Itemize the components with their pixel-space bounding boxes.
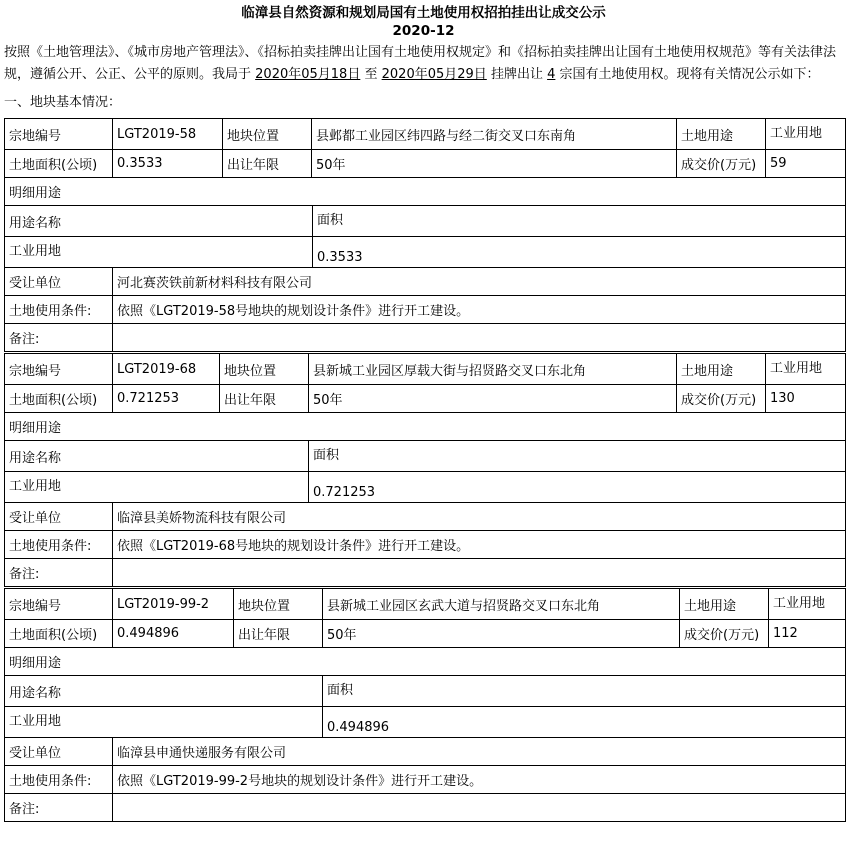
- term-label: 出让年限: [223, 150, 312, 178]
- conditions-label: 土地使用条件:: [5, 766, 113, 794]
- parcel-no-label: 宗地编号: [5, 119, 113, 150]
- table-row: [5, 268, 846, 296]
- table-row: [5, 472, 846, 503]
- intro-text-1: 按照《土地管理法》、《城市房地产管理法》、《招标拍卖挂牌出让国有土地使用权规定》和《招标拍卖挂牌出让国有土地使用权规范》等有关法律法规，遵循公开、公正、公平的原则。我局于: [4, 45, 837, 82]
- table-row: [5, 559, 846, 587]
- table-row: [5, 354, 846, 385]
- remarks-value: [113, 324, 846, 352]
- price-label: 成交价(万元): [677, 385, 766, 413]
- detail-use-name: 工业用地: [5, 707, 323, 738]
- remarks-value: [113, 559, 846, 587]
- start-date: 2020年05月18日: [255, 67, 361, 82]
- parcel-block-3: [4, 588, 845, 822]
- detail-area: 0.494896: [323, 707, 846, 738]
- area-value: 0.721253: [113, 385, 220, 413]
- parcel-header-table: [4, 353, 846, 413]
- page-subtitle: 2020-12: [392, 23, 455, 39]
- location-value: 县新城工业园区玄武大道与招贤路交叉口东北角: [323, 589, 680, 620]
- remarks-label: 备注:: [5, 324, 113, 352]
- remarks-value: [113, 794, 846, 822]
- use-value: 工业用地: [769, 589, 846, 620]
- table-row: [5, 178, 846, 206]
- table-row: [5, 620, 846, 648]
- buyer-label: 受让单位: [5, 738, 113, 766]
- remarks-label: 备注:: [5, 794, 113, 822]
- table-row: [5, 296, 846, 324]
- price-value: 112: [769, 620, 846, 648]
- table-row: [5, 385, 846, 413]
- price-label: 成交价(万元): [680, 620, 769, 648]
- area-value: 0.494896: [113, 620, 234, 648]
- location-label: 地块位置: [223, 119, 312, 150]
- table-row: [5, 766, 846, 794]
- area-short-label: 面积: [309, 441, 846, 472]
- area-label: 土地面积(公顷): [5, 150, 113, 178]
- area-value: 0.3533: [113, 150, 223, 178]
- table-row: [5, 503, 846, 531]
- term-value: 50年: [309, 385, 677, 413]
- table-row: [5, 150, 846, 178]
- term-value: 50年: [323, 620, 680, 648]
- use-value: 工业用地: [766, 119, 846, 150]
- location-value: 县新城工业园区厚载大街与招贤路交叉口东北角: [309, 354, 677, 385]
- detail-use-label: 明细用途: [5, 413, 846, 441]
- price-value: 130: [766, 385, 846, 413]
- intro-text-3: 宗国有土地使用权。现将有关情况公示如下：: [559, 67, 820, 82]
- parcel-header-table: [4, 118, 846, 178]
- detail-use-name: 工业用地: [5, 237, 313, 268]
- term-label: 出让年限: [234, 620, 323, 648]
- intro-to: 至: [364, 67, 378, 82]
- location-label: 地块位置: [220, 354, 309, 385]
- detail-area: 0.3533: [313, 237, 846, 268]
- parcel-no-value: LGT2019-99-2: [113, 589, 234, 620]
- buyer-label: 受让单位: [5, 503, 113, 531]
- parcel-footer-table: [4, 737, 846, 822]
- location-value: 县邺都工业园区纬四路与经二街交叉口东南角: [312, 119, 677, 150]
- page-title: 临漳县自然资源和规划局国有土地使用权招拍挂出让成交公示: [241, 5, 606, 21]
- area-short-label: 面积: [323, 676, 846, 707]
- remarks-label: 备注:: [5, 559, 113, 587]
- parcel-count: 4: [547, 67, 556, 82]
- detail-use-name: 工业用地: [5, 472, 309, 503]
- parcel-block-1: [4, 118, 845, 352]
- parcel-no-label: 宗地编号: [5, 589, 113, 620]
- section-heading: 一、地块基本情况：: [4, 95, 122, 110]
- table-row: [5, 413, 846, 441]
- area-label: 土地面积(公顷): [5, 620, 113, 648]
- parcel-header-table: [4, 588, 846, 648]
- parcel-no-value: LGT2019-58: [113, 119, 223, 150]
- use-name-label: 用途名称: [5, 441, 309, 472]
- table-row: [5, 676, 846, 707]
- use-value: 工业用地: [766, 354, 846, 385]
- parcel-detail-table: [4, 647, 846, 738]
- use-label: 土地用途: [680, 589, 769, 620]
- table-row: [5, 648, 846, 676]
- parcel-footer-table: [4, 267, 846, 352]
- table-row: [5, 794, 846, 822]
- conditions-label: 土地使用条件:: [5, 296, 113, 324]
- parcel-footer-table: [4, 502, 846, 587]
- table-row: [5, 707, 846, 738]
- parcel-block-2: [4, 353, 845, 587]
- term-label: 出让年限: [220, 385, 309, 413]
- table-row: [5, 324, 846, 352]
- conditions-value: 依照《LGT2019-99-2号地块的规划设计条件》进行开工建设。: [113, 766, 846, 794]
- use-name-label: 用途名称: [5, 206, 313, 237]
- detail-area: 0.721253: [309, 472, 846, 503]
- table-row: [5, 441, 846, 472]
- detail-use-label: 明细用途: [5, 178, 846, 206]
- use-label: 土地用途: [677, 354, 766, 385]
- buyer-value: 临漳县美娇物流科技有限公司: [113, 503, 846, 531]
- table-row: [5, 589, 846, 620]
- table-row: [5, 738, 846, 766]
- intro-text-2: 挂牌出让: [490, 67, 543, 82]
- location-label: 地块位置: [234, 589, 323, 620]
- area-label: 土地面积(公顷): [5, 385, 113, 413]
- conditions-label: 土地使用条件:: [5, 531, 113, 559]
- price-value: 59: [766, 150, 846, 178]
- table-row: [5, 531, 846, 559]
- price-label: 成交价(万元): [677, 150, 766, 178]
- detail-use-label: 明细用途: [5, 648, 846, 676]
- end-date: 2020年05月29日: [381, 67, 487, 82]
- parcel-detail-table: [4, 177, 846, 268]
- table-row: [5, 206, 846, 237]
- buyer-value: 临漳县申通快递服务有限公司: [113, 738, 846, 766]
- buyer-value: 河北赛茨铁前新材料科技有限公司: [113, 268, 846, 296]
- parcel-detail-table: [4, 412, 846, 503]
- table-row: [5, 237, 846, 268]
- parcel-no-label: 宗地编号: [5, 354, 113, 385]
- area-short-label: 面积: [313, 206, 846, 237]
- term-value: 50年: [312, 150, 677, 178]
- parcel-no-value: LGT2019-68: [113, 354, 220, 385]
- table-row: [5, 119, 846, 150]
- use-name-label: 用途名称: [5, 676, 323, 707]
- conditions-value: 依照《LGT2019-58号地块的规划设计条件》进行开工建设。: [113, 296, 846, 324]
- buyer-label: 受让单位: [5, 268, 113, 296]
- intro-paragraph: [0, 40, 847, 86]
- use-label: 土地用途: [677, 119, 766, 150]
- conditions-value: 依照《LGT2019-68号地块的规划设计条件》进行开工建设。: [113, 531, 846, 559]
